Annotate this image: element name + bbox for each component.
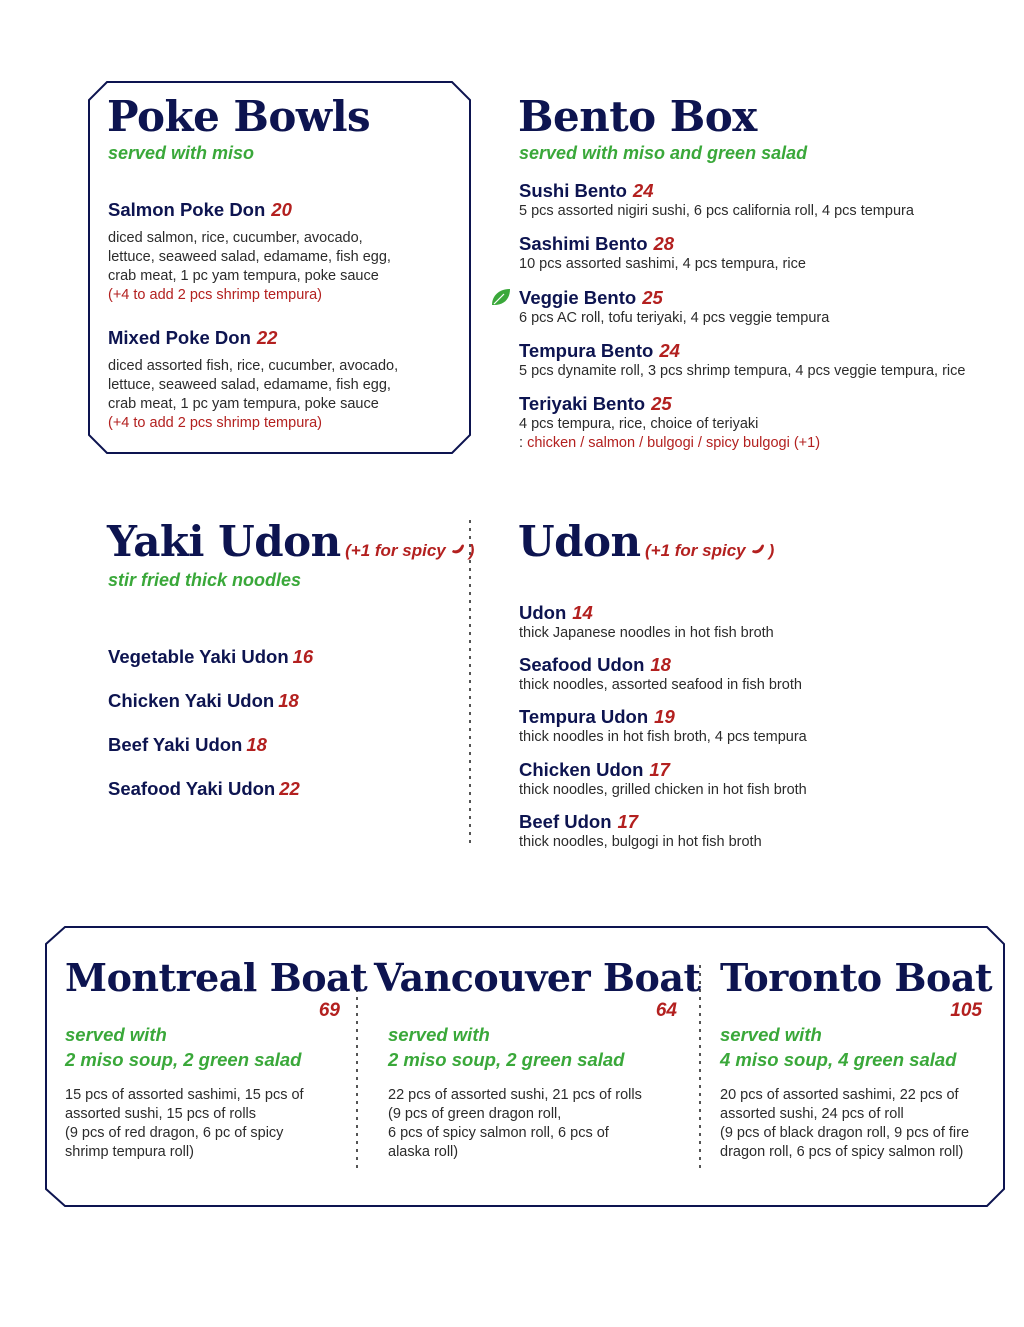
desc-line: diced salmon, rice, cucumber, avocado, [108, 230, 363, 246]
bento-subtitle: served with miso and green salad [519, 143, 808, 163]
spicy-note-text: (+1 for spicy [645, 541, 746, 560]
spicy-note [345, 541, 474, 560]
item-description: 10 pcs assorted sashimi, 4 pcs tempura, rice [519, 256, 806, 272]
boat-vancouver [374, 955, 701, 1162]
item-price: 17 [649, 759, 670, 780]
boat-description [65, 1086, 340, 1162]
boat-price: 69 [318, 1000, 340, 1021]
desc-line: 22 pcs of assorted sushi, 21 pcs of rolls [388, 1087, 642, 1103]
menu-item-vegetable-yaki-udon [108, 646, 313, 668]
desc-line: (9 pcs of green dragon roll, [388, 1106, 562, 1122]
desc-line: lettuce, seaweed salad, edamame, fish egg, [108, 377, 391, 393]
item-name: Tempura Bento [519, 340, 654, 361]
menu-item-sashimi-bento [519, 233, 806, 274]
item-name: Veggie Bento [519, 287, 637, 308]
boat-title: Montreal Boat [65, 955, 368, 1000]
desc-line: crab meat, 1 pc yam tempura, poke sauce [108, 268, 379, 284]
options-text: chicken / salmon / bulgogi / spicy bulgogi (+1) [527, 435, 821, 451]
menu-item-tempura-udon [519, 706, 807, 747]
desc-line: shrimp tempura roll) [65, 1144, 194, 1160]
item-price: 20 [271, 199, 292, 220]
udon-heading [518, 517, 774, 566]
item-name: Mixed Poke Don [108, 327, 251, 348]
desc-line: lettuce, seaweed salad, edamame, fish egg, [108, 249, 391, 265]
menu-item-seafood-udon [519, 654, 802, 695]
boat-montreal [65, 955, 368, 1162]
item-name: Teriyaki Bento [519, 393, 646, 414]
desc-line: assorted sushi, 24 pcs of roll [720, 1106, 904, 1122]
menu-item-mixed-poke-don [108, 327, 398, 433]
boat-toronto [720, 955, 993, 1162]
item-price: 18 [278, 690, 299, 711]
desc-line: 20 pcs of assorted sashimi, 22 pcs of [720, 1087, 959, 1103]
item-description: 5 pcs assorted nigiri sushi, 6 pcs california roll, 4 pcs tempura [519, 203, 914, 219]
item-description [108, 357, 398, 433]
spicy-note-text: (+1 for spicy [345, 541, 446, 560]
item-price: 24 [632, 180, 654, 201]
item-description: thick Japanese noodles in hot fish broth [519, 625, 774, 641]
menu-item-seafood-yaki-udon [108, 778, 300, 800]
boat-title: Toronto Boat [720, 955, 993, 1000]
item-price: 14 [572, 602, 593, 623]
yaki-subtitle: stir fried thick noodles [108, 570, 302, 590]
boat-price: 64 [655, 1000, 677, 1021]
menu-item-chicken-yaki-udon [108, 690, 299, 712]
menu-item-teriyaki-bento [519, 393, 820, 453]
leaf-icon [492, 289, 510, 305]
item-name: Sashimi Bento [519, 233, 648, 254]
menu-item-tempura-bento [519, 340, 965, 381]
menu-item-salmon-poke-don [108, 199, 391, 305]
item-title [108, 327, 398, 349]
boat-description [388, 1086, 679, 1162]
menu-item-sushi-bento [519, 180, 914, 221]
boat-served-with: served with [720, 1024, 822, 1045]
item-description: thick noodles, assorted seafood in fish broth [519, 677, 802, 693]
item-description: 5 pcs dynamite roll, 3 pcs shrimp tempura, 4 pcs veggie tempura, rice [519, 363, 966, 379]
item-name: Beef Yaki Udon [108, 734, 243, 755]
item-name: Vegetable Yaki Udon [108, 646, 289, 667]
desc-line: crab meat, 1 pc yam tempura, poke sauce [108, 396, 379, 412]
item-price: 19 [654, 706, 675, 727]
poke-subtitle: served with miso [108, 143, 255, 163]
item-name: Seafood Yaki Udon [108, 778, 276, 799]
spicy-note [645, 541, 774, 560]
boat-includes: 2 miso soup, 2 green salad [65, 1049, 302, 1070]
item-options [519, 434, 820, 453]
boat-description [720, 1086, 982, 1162]
boat-price: 105 [950, 1000, 982, 1021]
desc-line: assorted sushi, 15 pcs of rolls [65, 1106, 257, 1122]
udon-title: Udon [518, 517, 641, 566]
spicy-note-close: ) [468, 541, 475, 560]
desc-line: diced assorted fish, rice, cucumber, avocado, [108, 358, 399, 374]
desc-line: dragon roll, 6 pcs of spicy salmon roll) [720, 1144, 964, 1160]
boat-served-with: served with [65, 1024, 167, 1045]
menu-item-beef-udon [519, 811, 762, 852]
item-name: Tempura Udon [519, 706, 649, 727]
item-title [108, 199, 391, 221]
item-description: 6 pcs AC roll, tofu teriyaki, 4 pcs veggie tempura [519, 310, 830, 326]
yaki-heading [107, 517, 474, 566]
boat-includes: 4 miso soup, 4 green salad [720, 1049, 957, 1070]
item-description: thick noodles, grilled chicken in hot fish broth [519, 782, 807, 798]
item-price: 18 [246, 734, 267, 755]
item-name: Salmon Poke Don [108, 199, 266, 220]
poke-title: Poke Bowls [107, 92, 371, 141]
options-prefix: : [519, 435, 528, 451]
item-description: 4 pcs tempura, rice, choice of teriyaki [519, 416, 759, 432]
item-name: Beef Udon [519, 811, 612, 832]
menu-item-beef-yaki-udon [108, 734, 267, 756]
item-description: thick noodles, bulgogi in hot fish broth [519, 834, 762, 850]
menu-item-udon [519, 602, 774, 643]
desc-line: alaska roll) [388, 1144, 459, 1160]
desc-line: 6 pcs of spicy salmon roll, 6 pcs of [388, 1125, 609, 1141]
desc-line: (9 pcs of red dragon, 6 pc of spicy [65, 1125, 284, 1141]
chili-pepper-icon [450, 543, 466, 557]
boat-served-with: served with [388, 1024, 490, 1045]
chili-pepper-icon [750, 543, 766, 557]
spicy-note-close: ) [768, 541, 775, 560]
item-price: 17 [617, 811, 639, 832]
item-price: 25 [642, 287, 663, 308]
boat-title: Vancouver Boat [374, 955, 701, 1000]
bento-title: Bento Box [518, 92, 757, 141]
item-name: Seafood Udon [519, 654, 645, 675]
desc-extra: (+4 to add 2 pcs shrimp tempura) [108, 287, 322, 303]
item-price: 18 [650, 654, 671, 675]
item-name: Sushi Bento [519, 180, 627, 201]
item-price: 28 [653, 233, 675, 254]
item-price: 22 [256, 327, 278, 348]
item-name: Chicken Udon [519, 759, 644, 780]
item-description: thick noodles in hot fish broth, 4 pcs tempura [519, 729, 807, 745]
desc-line: (9 pcs of black dragon roll, 9 pcs of fire [720, 1125, 970, 1141]
item-price: 16 [292, 646, 314, 667]
boat-includes: 2 miso soup, 2 green salad [388, 1049, 625, 1070]
item-price: 22 [279, 778, 300, 799]
desc-extra: (+4 to add 2 pcs shrimp tempura) [108, 415, 322, 431]
desc-line: 15 pcs of assorted sashimi, 15 pcs of [65, 1087, 304, 1103]
item-name: Chicken Yaki Udon [108, 690, 275, 711]
menu-item-veggie-bento [519, 287, 829, 328]
yaki-title: Yaki Udon [107, 517, 341, 566]
item-price: 24 [659, 340, 680, 361]
item-name: Udon [519, 602, 567, 623]
menu-item-chicken-udon [519, 759, 807, 800]
item-description [108, 229, 391, 305]
item-price: 25 [651, 393, 672, 414]
